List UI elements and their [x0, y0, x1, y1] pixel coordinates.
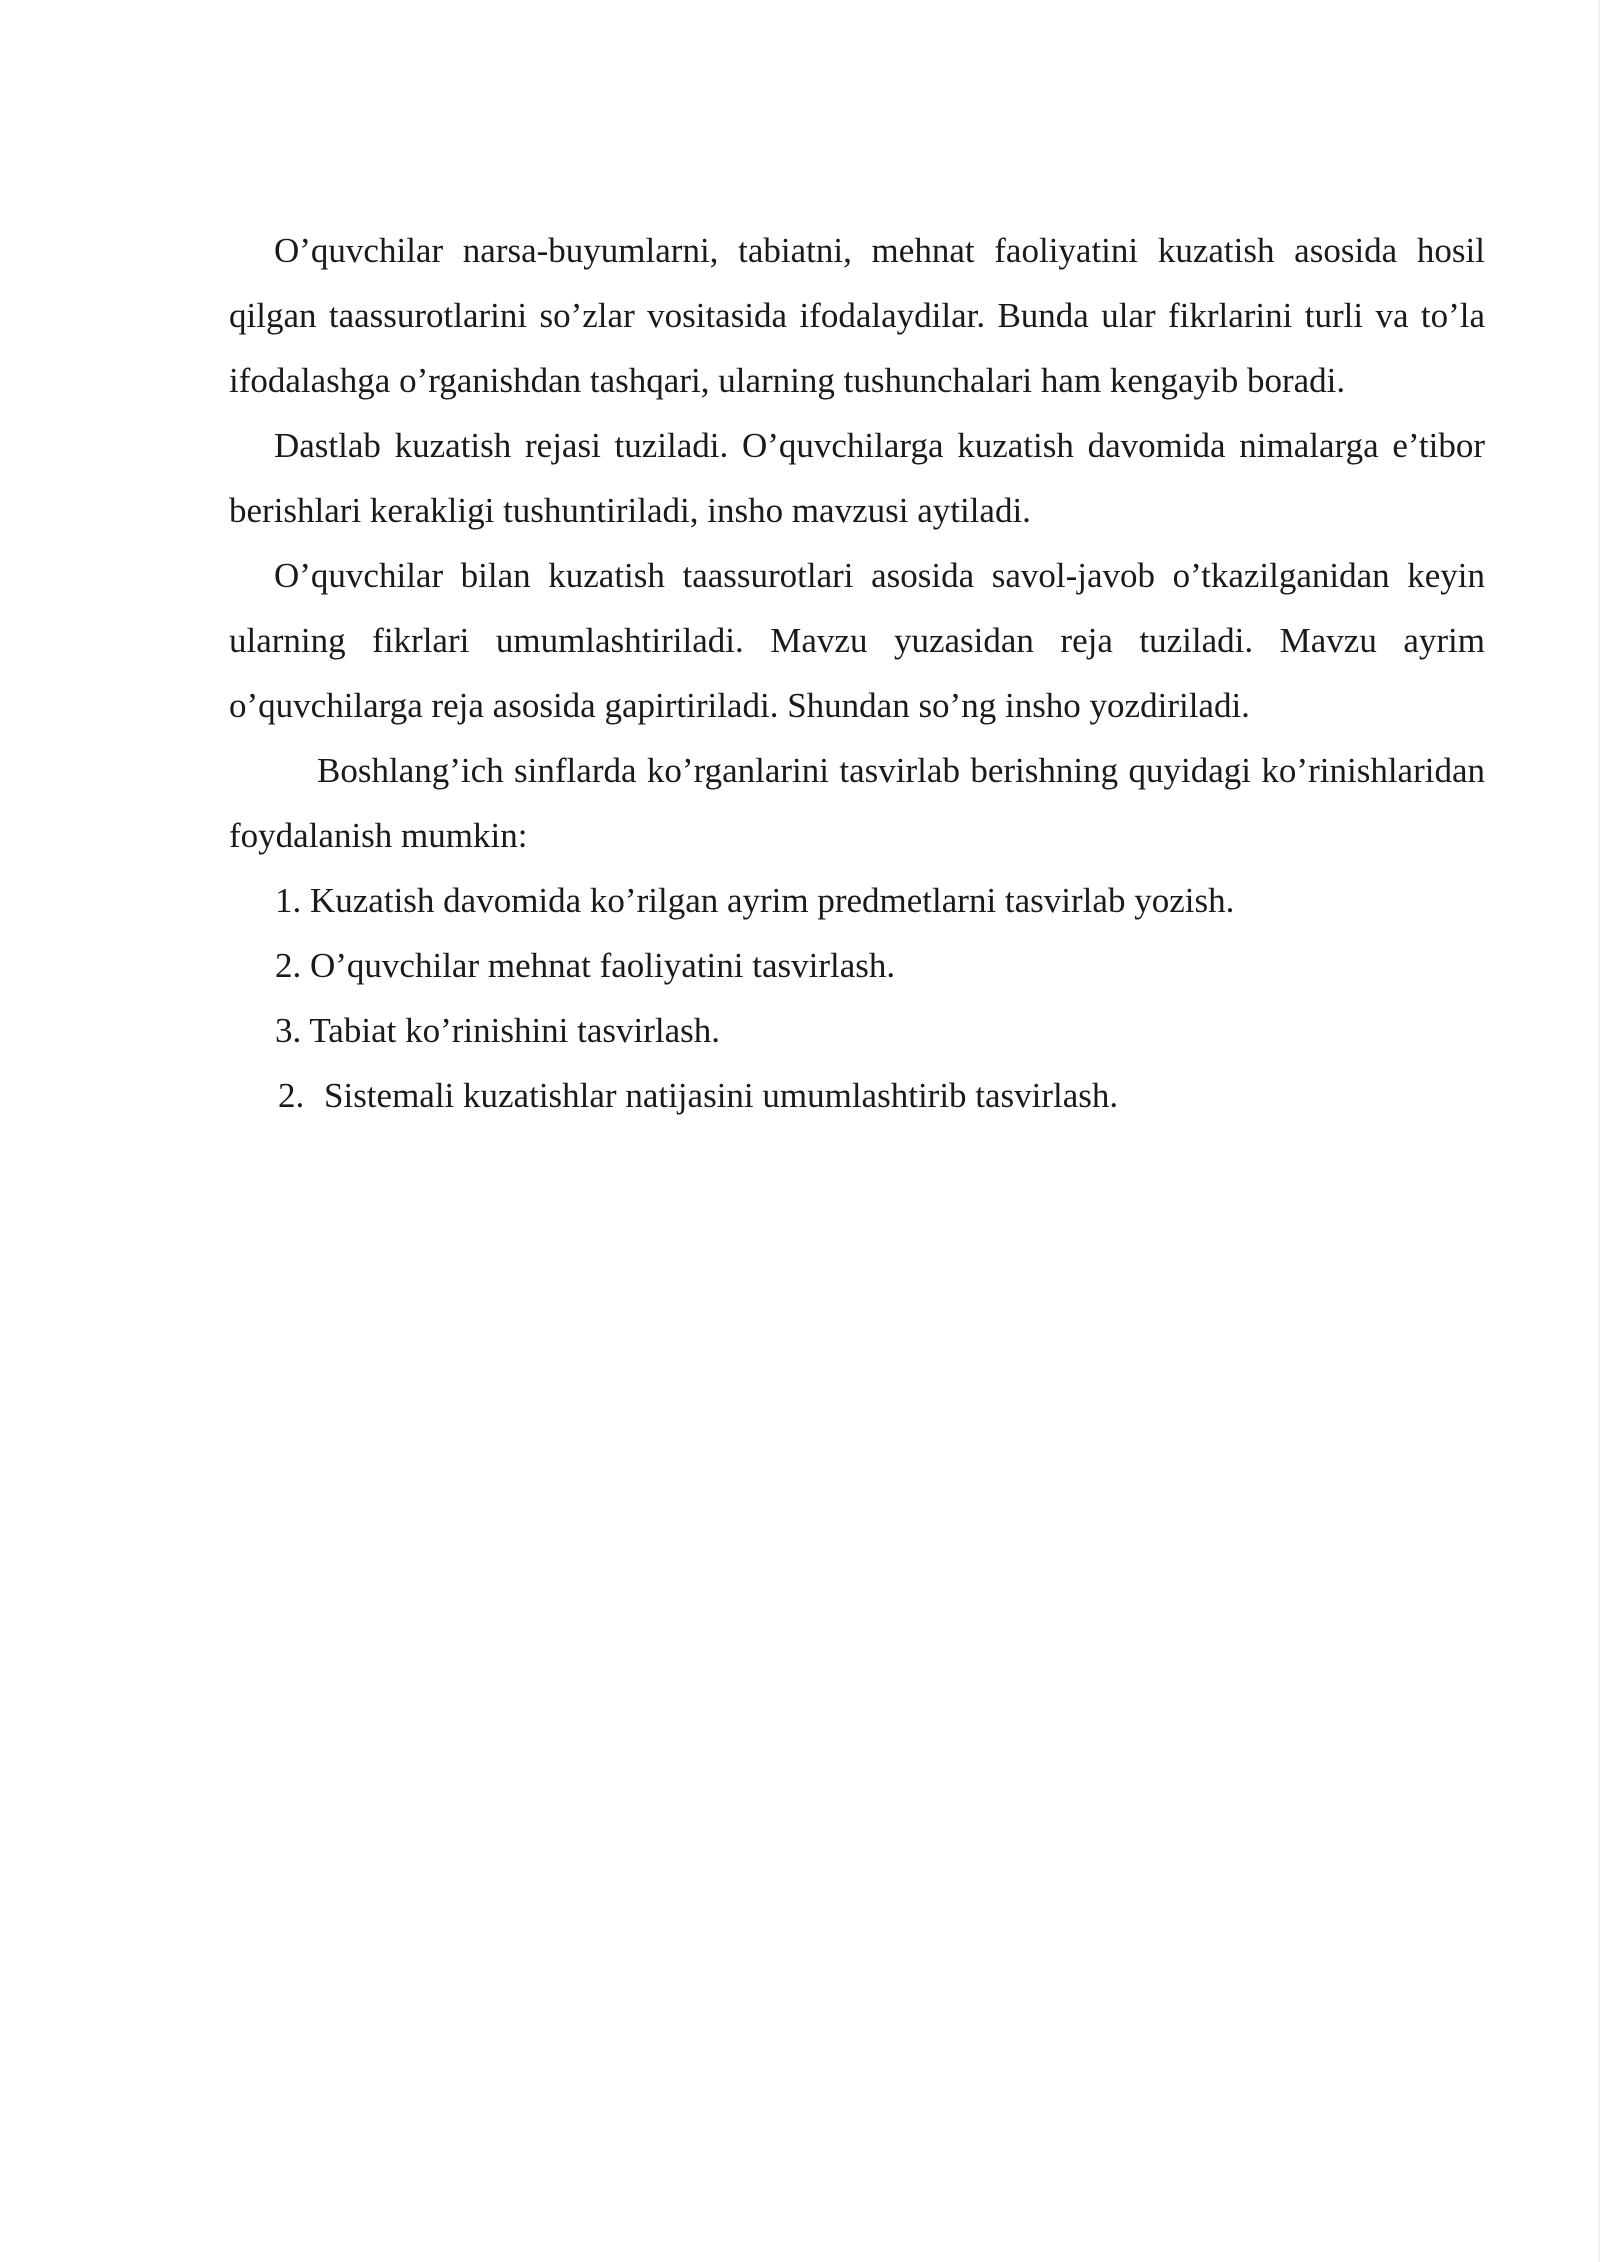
forms-list: [229, 868, 1485, 1128]
list-item: [229, 868, 1485, 933]
paragraph-plan: Dastlab kuzatish rejasi tuziladi. O’quvchilarga kuzatish davomida nimalarga e’tibor berishlari kerakligi tushuntiriladi, insho mavzusi aytiladi.: [229, 426, 1485, 530]
list-item-number: 1.: [275, 881, 302, 920]
list-item-text: Sistemali kuzatishlar natijasini umumlashtirib tasvirlash.: [324, 1076, 1119, 1115]
list-item: [229, 1063, 1485, 1128]
paragraph-observation: O’quvchilar narsa-buyumlarni, tabiatni, mehnat faoliyatini kuzatish asosida hosil qilgan taassurotlarini so’zlar vositasida ifodalaydilar. Bunda ular fikrlarini turli va to’la ifodalashga o’rganishdan tashqari, ularning tushunchalari ham kengayib boradi.: [229, 231, 1485, 400]
list-item-text: O’quvchilar mehnat faoliyatini tasvirlash.: [310, 946, 896, 985]
document-body: [229, 218, 1485, 1128]
paragraph-forms-intro: Boshlang’ich sinflarda ko’rganlarini tasvirlab berishning quyidagi ko’rinishlaridan foydalanish mumkin:: [229, 751, 1485, 855]
paragraph-discussion: O’quvchilar bilan kuzatish taassurotlari asosida savol-javob o’tkazilganidan keyin ularning fikrlari umumlashtiriladi. Mavzu yuzasidan reja tuziladi. Mavzu ayrim o’quvchilarga reja asosida gapirtiriladi. Shundan so’ng insho yozdiriladi.: [229, 556, 1485, 725]
list-item-text: Tabiat ko’rinishini tasvirlash.: [309, 1011, 721, 1050]
list-item-text: Kuzatish davomida ko’rilgan ayrim predmetlarni tasvirlab yozish.: [310, 881, 1235, 920]
list-item: [229, 998, 1485, 1063]
list-item-number: 3.: [275, 1011, 302, 1050]
list-item: [229, 933, 1485, 998]
list-item-number: 2.: [275, 946, 302, 985]
list-item-number: 2.: [278, 1076, 305, 1115]
